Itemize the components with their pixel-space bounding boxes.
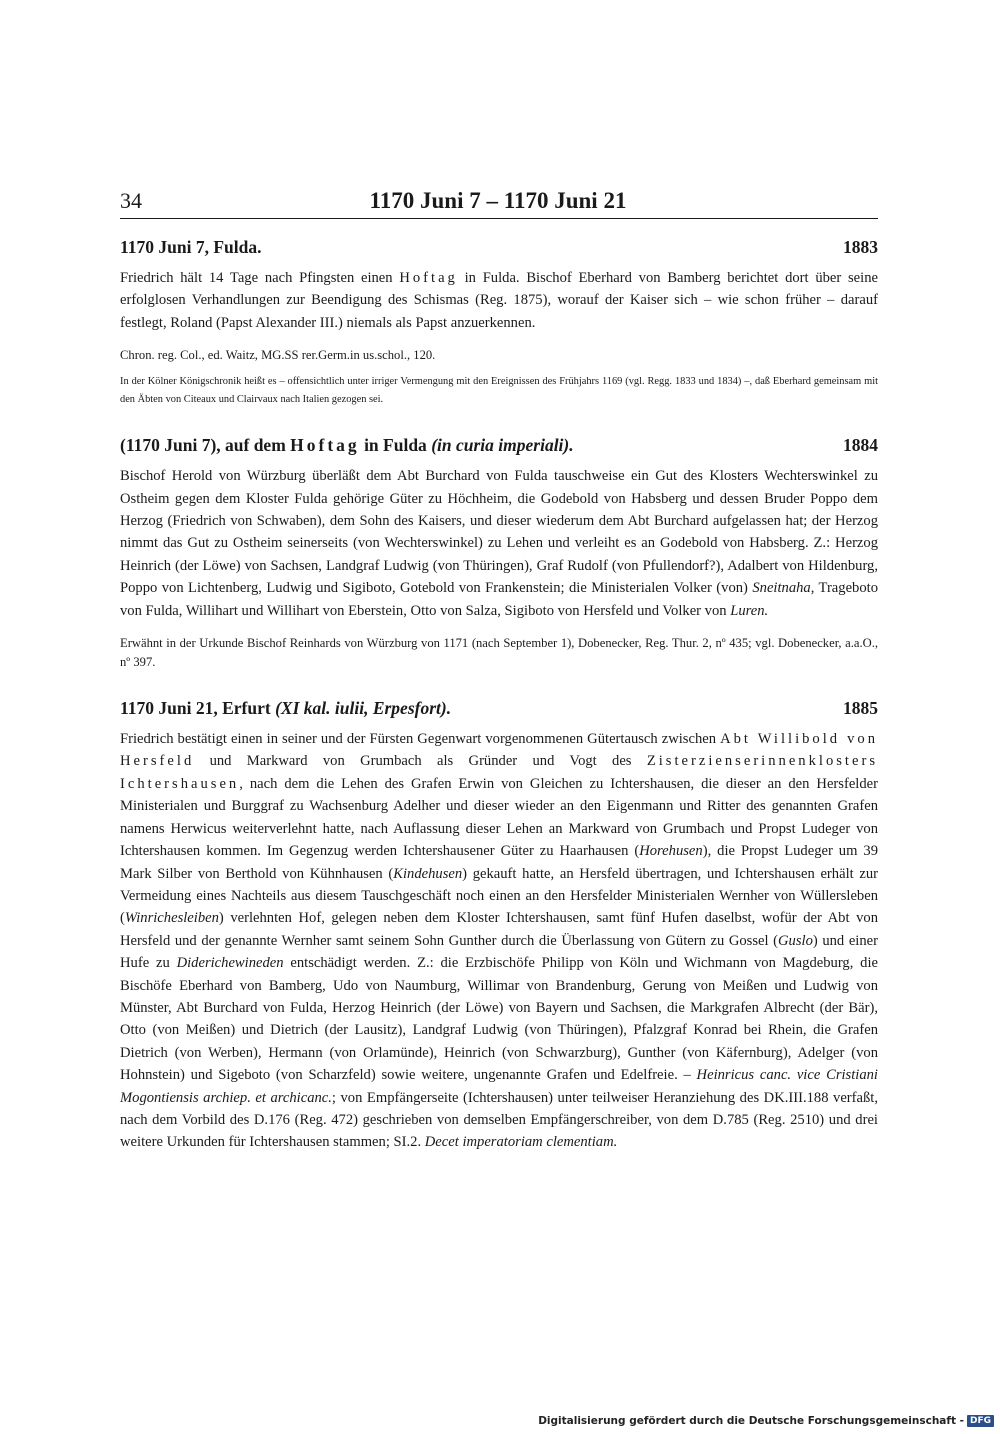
page-number: 34	[120, 188, 142, 213]
entry-number: 1883	[843, 237, 878, 257]
regest-entry-1885	[120, 698, 878, 1154]
entry-heading	[120, 698, 878, 719]
funding-footer	[538, 1415, 994, 1427]
entry-heading	[120, 237, 878, 258]
funding-text: Digitalisierung gefördert durch die Deutsche Forschungsgemeinschaft -	[538, 1415, 964, 1427]
entry-text: Bischof Herold von Würzburg überläßt dem Abt Burchard von Fulda tauschweise ein Gut des Klosters Wechterswinkel zu Ostheim gegen dem Kloster Fulda gehörige Güter zu Höchheim, die Godebold von Habsberg und dessen Bruder Poppo dem Herzog (Friedrich von Schwaben), dem Sohn des Kaisers, und dieser wiederum dem Abt Burchard aufgelassen hat; der Herzog nimmt das Gut zu Ostheim seinerseits (von Wechterswinkel) zu Lehen und verleiht es an Godebold von Habsberg. Z.: Herzog Heinrich (der Löwe) von Sachsen, Landgraf Ludwig (von Thüringen), Graf Rudolf (von Pfullendorf?), Adalbert von Hildenburg, Poppo von Lichtenberg, Ludwig und Sigiboto, Gotebold von Frankenstein; die Ministerialen Volker (von) Sneitnaha, Trageboto von Fulda, Willihart und Willihart von Eberstein, Otto von Salza, Sigiboto von Hersfeld und Volker von Luren.	[120, 468, 878, 619]
entry-text: Friedrich hält 14 Tage nach Pfingsten einen Hoftag in Fulda. Bischof Eberhard von Bamberg berichtet dort über seine erfolglosen Verhandlungen zur Beendigung des Schismas (Reg. 1875), worauf der Kaiser sich – wie schon früher – darauf festlegt, Roland (Papst Alexander III.) niemals als Papst anzuerkennen.	[120, 270, 878, 331]
regest-entry-1884	[120, 435, 878, 672]
entry-heading	[120, 435, 878, 456]
entry-date-place: 1170 Juni 21, Erfurt (XI kal. iulii, Erpesfort).	[120, 698, 452, 719]
entry-date-place: (1170 Juni 7), auf dem Hoftag in Fulda (in curia imperiali).	[120, 435, 574, 456]
entry-source: Erwähnt in der Urkunde Bischof Reinhards von Würzburg von 1171 (nach September 1), Dobenecker, Reg. Thur. 2, nº 435; vgl. Dobenecker, a.a.O., nº 397.	[120, 636, 878, 670]
dfg-logo-icon: DFG	[967, 1415, 994, 1427]
entry-source: Chron. reg. Col., ed. Waitz, MG.SS rer.Germ.in us.schol., 120.	[120, 348, 436, 363]
running-title: 1170 Juni 7 – 1170 Juni 21	[369, 188, 627, 213]
running-header	[120, 188, 878, 219]
entry-number: 1885	[843, 698, 878, 719]
entry-note: In der Kölner Königschronik heißt es – offensichtlich unter irriger Vermengung mit den Ereignissen des Frühjahrs 1169 (vgl. Regg. 1833 und 1834) –, daß Eberhard gemeinsam mit den Äbten von Citeaux und Clairvaux nach Italien gezogen sei.	[120, 376, 878, 406]
regest-entry-1883	[120, 237, 878, 409]
entry-date-place: 1170 Juni 7, Fulda.	[120, 237, 262, 257]
document-page	[120, 188, 878, 1154]
entry-number: 1884	[843, 435, 878, 456]
entry-text: Friedrich bestätigt einen in seiner und der Fürsten Gegenwart vorgenommenen Gütertausch zwischen Abt Willibold von Hersfeld und Markward von Grumbach als Gründer und Vogt des Zisterzienserinnenklosters Ichtershausen, nach dem die Lehen des Grafen Erwin von Gleichen zu Ichtershausen, die dieser an den Hersfelder Ministerialen und Burggraf zu Wachsenburg Adelher und dieser wieder an den Eigenmann und Ritter des genannten Grafen namens Herwicus weiterverlehnt hatte, nach Auflassung dieser Lehen an Markward von Grumbach und Propst Ludeger von Ichtershausen kommen. Im Gegenzug werden Ichtershausener Güter zu Haarhausen (Horehusen), die Propst Ludeger um 39 Mark Silber von Berthold von Kühnhausen (Kindehusen) gekauft hatte, an Hersfeld übertragen, und Ichtershausen erhält zur Vermeidung eines Nachteils aus diesem Tauschgeschäft noch einen an den Hersfelder Ministerialen Wernher von Wüllersleben (Winrichesleiben) verlehnten Hof, gelegen neben dem Kloster Ichtershausen, samt fünf Hufen daselbst, wofür der Abt von Hersfeld und der genannte Wernher samt seinem Sohn Gunther durch die Überlassung von Gütern zu Gossel (Guslo) und einer Hufe zu Diderichewineden entschädigt werden. Z.: die Erzbischöfe Philipp von Köln und Wichmann von Magdeburg, die Bischöfe Eberhard von Bamberg, Udo von Naumburg, Willimar von Brandenburg, Gerung von Meißen und Ludwig von Münster, Abt Burchard von Fulda, Herzog Heinrich (der Löwe) von Bayern und Sachsen, die Markgrafen Albrecht (der Bär), Otto (von Meißen) und Dietrich (der Lausitz), Landgraf Ludwig (von Thüringen), Pfalzgraf Konrad bei Rhein, die Grafen Dietrich (von Werben), Hermann (von Orlamünde), Heinrich (von Schwarzburg), Gunther (von Käfernburg), Adelger (von Hohnstein) und Sigeboto (von Scharzfeld) sowie weitere, ungenannte Grafen und Edelfreie. – Heinricus canc. vice Cristiani Mogontiensis archiep. et archicanc.; von Empfängerseite (Ichtershausen) unter teilweiser Heranziehung des DK.III.188 verfaßt, nach dem Vorbild des D.176 (Reg. 472) geschrieben von demselben Empfängerschreiber, von dem D.785 (Reg. 2510) und drei weitere Urkunden für Ichtershausen stammen; SI.2. Decet imperatoriam clementiam.	[120, 731, 879, 1151]
